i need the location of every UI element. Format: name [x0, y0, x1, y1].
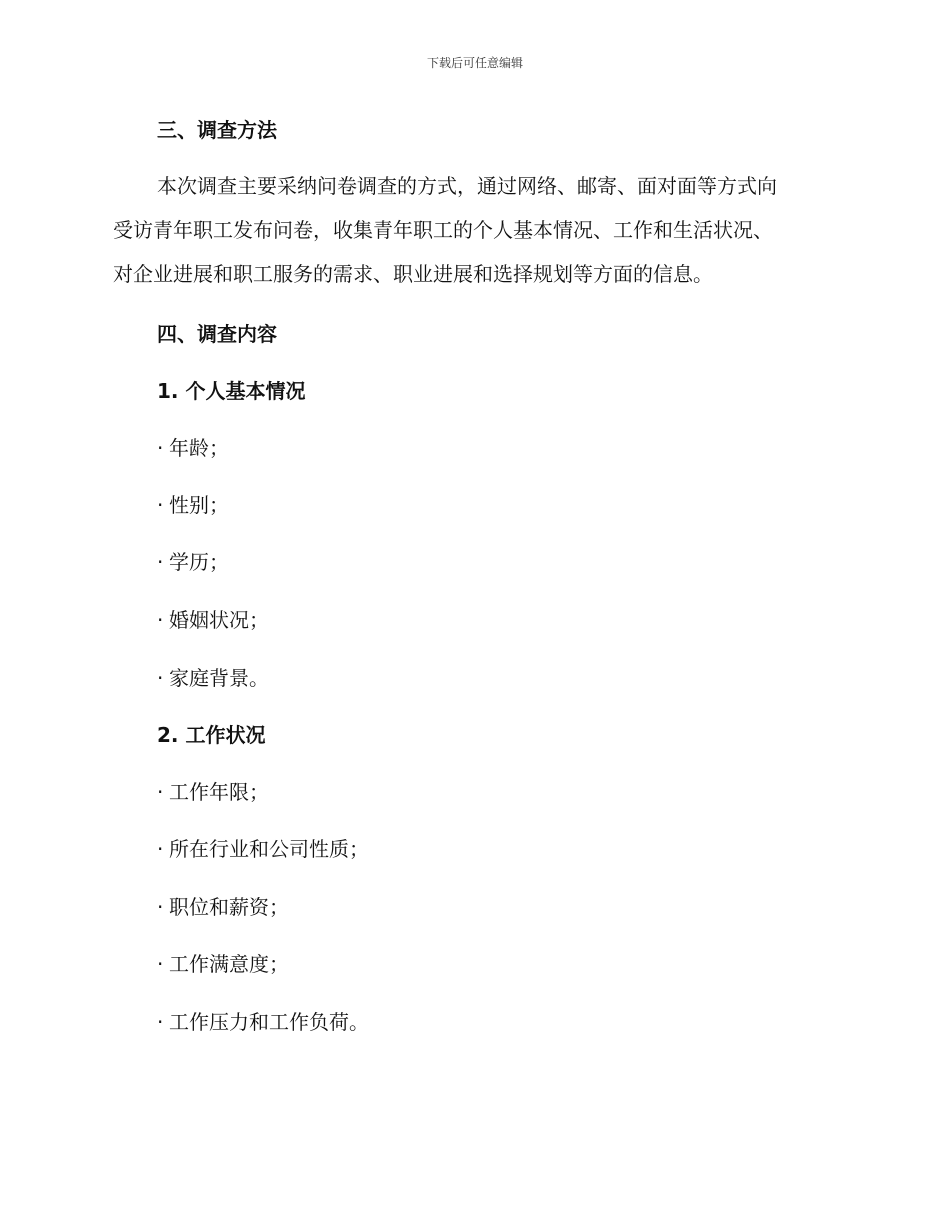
bullet-dot: ·: [157, 493, 164, 517]
subsection-heading-work: 2. 工作状况: [157, 723, 266, 747]
paragraph-line: 对企业进展和职工服务的需求、职业进展和选择规划等方面的信息。: [113, 262, 713, 286]
section-heading-content: 四、调查内容: [157, 322, 277, 346]
subsection-heading-personal: 1. 个人基本情况: [157, 379, 306, 403]
list-item: [157, 835, 369, 863]
list-item: [157, 893, 289, 921]
bullet-dot: ·: [157, 895, 164, 919]
bullet-dot: ·: [157, 837, 164, 861]
page-header: 下载后可任意编辑: [426, 56, 523, 70]
list-item: [157, 606, 269, 634]
section-heading-methods: 三、调查方法: [157, 118, 277, 142]
bullet-dot: ·: [157, 608, 164, 632]
list-item: [157, 950, 289, 978]
bullet-dot: ·: [157, 550, 164, 574]
list-item-text: 职位和薪资；: [169, 895, 289, 919]
bullet-dot: ·: [157, 952, 164, 976]
list-item-text: 家庭背景。: [169, 666, 269, 690]
list-item-text: 婚姻状况；: [169, 608, 269, 632]
list-item: [157, 778, 269, 806]
bullet-dot: ·: [157, 1010, 164, 1034]
bullet-dot: ·: [157, 436, 164, 460]
list-item-text: 性别；: [169, 493, 229, 517]
list-item: [157, 491, 229, 519]
paragraph-line: 受访青年职工发布问卷，收集青年职工的个人基本情况、工作和生活状况、: [113, 218, 773, 242]
list-item-text: 工作压力和工作负荷。: [169, 1010, 369, 1034]
list-item-text: 学历；: [169, 550, 229, 574]
methods-paragraph: [113, 164, 833, 296]
bullet-dot: ·: [157, 780, 164, 804]
list-item: [157, 434, 229, 462]
paragraph-line: 本次调查主要采纳问卷调查的方式，通过网络、邮寄、面对面等方式向: [157, 174, 777, 198]
list-item: [157, 1008, 369, 1036]
list-item-text: 所在行业和公司性质；: [169, 837, 369, 861]
bullet-dot: ·: [157, 666, 164, 690]
list-item-text: 工作满意度；: [169, 952, 289, 976]
list-item: [157, 548, 229, 576]
list-item: [157, 664, 269, 692]
list-item-text: 年龄；: [169, 436, 229, 460]
list-item-text: 工作年限；: [169, 780, 269, 804]
